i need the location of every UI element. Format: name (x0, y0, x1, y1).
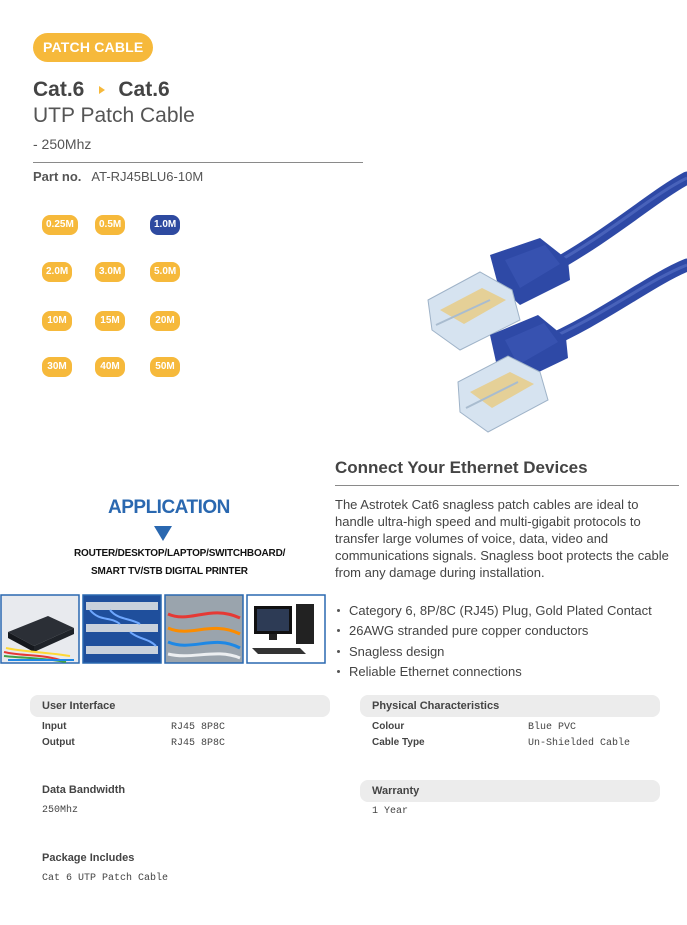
colour-value: Blue PVC (528, 722, 577, 733)
package-value: Cat 6 UTP Patch Cable (42, 873, 169, 884)
connect-divider (335, 485, 679, 486)
length-option-50m[interactable]: 50M (150, 357, 180, 377)
bullet-icon (337, 629, 340, 632)
title-right: Cat.6 (118, 78, 170, 101)
input-label: Input (42, 721, 67, 732)
user-interface-header: User Interface (30, 695, 330, 717)
feature-text: Category 6, 8P/8C (RJ45) Plug, Gold Plated Contact (349, 602, 652, 618)
warranty-header: Warranty (360, 780, 660, 802)
bandwidth-value: 250Mhz (42, 805, 79, 816)
bullet-icon (337, 609, 340, 612)
output-label: Output (42, 737, 75, 748)
feature-item (335, 600, 652, 621)
length-option-0-5m[interactable]: 0.5M (95, 215, 125, 235)
length-option-30m[interactable]: 30M (42, 357, 72, 377)
warranty-value: 1 Year (372, 806, 409, 817)
patch-panel-photo-icon (165, 595, 243, 663)
arrow-down-icon (154, 526, 172, 541)
bandwidth-title: Data Bandwidth (42, 784, 126, 796)
part-number-label: Part no. (33, 169, 82, 184)
application-photos (0, 594, 327, 664)
part-number (33, 169, 203, 184)
cable-icon (428, 178, 687, 432)
feature-text: 26AWG stranded pure copper conductors (349, 623, 589, 639)
header-divider (33, 162, 363, 163)
output-value: RJ45 8P8C (171, 738, 226, 749)
switchboard-photo-icon (83, 595, 161, 663)
category-badge: PATCH CABLE (33, 33, 153, 62)
feature-item (335, 641, 652, 662)
length-option-15m[interactable]: 15M (95, 311, 125, 331)
part-number-value: AT-RJ45BLU6-10M (91, 169, 204, 184)
input-value: RJ45 8P8C (171, 722, 226, 733)
connect-description: The Astrotek Cat6 snagless patch cables are ideal to handle ultra-high speed and multi-gigabit protocols to transfer large volumes of voice, data, video and communications signals. Snagless boot protects the cable from any damage during installation. (335, 497, 669, 580)
product-title (33, 78, 170, 102)
cable-product-image (420, 160, 687, 440)
length-option-40m[interactable]: 40M (95, 357, 125, 377)
colour-label: Colour (372, 721, 405, 732)
connect-heading: Connect Your Ethernet Devices (335, 458, 588, 477)
length-option-20m[interactable]: 20M (150, 311, 180, 331)
bullet-icon (337, 650, 340, 653)
title-left: Cat.6 (33, 78, 85, 101)
feature-list (335, 600, 652, 682)
package-title: Package Includes (42, 852, 135, 864)
feature-item (335, 662, 652, 683)
bullet-icon (337, 670, 340, 673)
product-subtitle: UTP Patch Cable (33, 104, 195, 127)
cable-type-value: Un-Shielded Cable (528, 738, 631, 749)
application-line-2: SMART TV/STB DIGITAL PRINTER (91, 566, 248, 577)
length-option-5-0m[interactable]: 5.0M (150, 262, 180, 282)
length-option-0-25m[interactable]: 0.25M (42, 215, 78, 235)
product-frequency: - 250Mhz (33, 136, 92, 152)
desktop-photo-icon (247, 595, 325, 663)
physical-header: Physical Characteristics (360, 695, 660, 717)
length-option-2-0m[interactable]: 2.0M (42, 262, 72, 282)
feature-text: Reliable Ethernet connections (349, 664, 522, 680)
arrow-right-icon (99, 86, 105, 94)
feature-text: Snagless design (349, 643, 445, 659)
application-line-1: ROUTER/DESKTOP/LAPTOP/SWITCHBOARD/ (74, 548, 286, 559)
length-option-3-0m[interactable]: 3.0M (95, 262, 125, 282)
length-option-1-0m[interactable]: 1.0M (150, 215, 180, 235)
cable-type-label: Cable Type (372, 737, 425, 748)
router-photo-icon (1, 595, 79, 663)
application-title: APPLICATION (108, 497, 230, 518)
feature-item (335, 621, 652, 642)
length-option-10m[interactable]: 10M (42, 311, 72, 331)
